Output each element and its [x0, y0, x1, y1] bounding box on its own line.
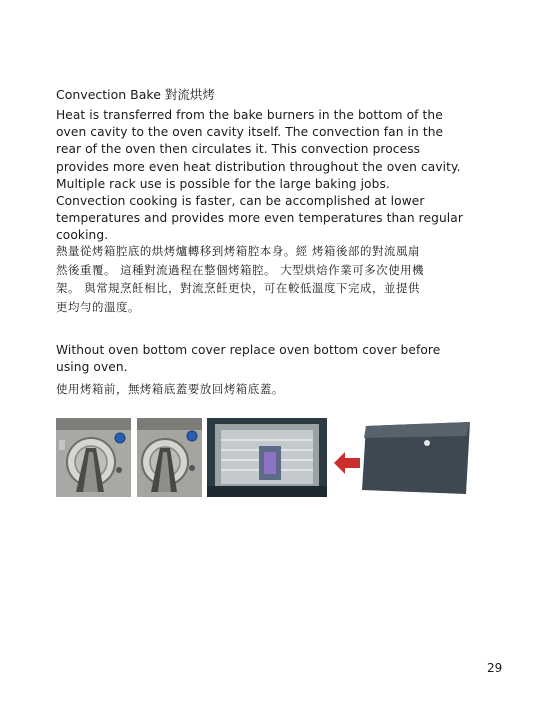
knob-indicator [115, 433, 125, 443]
text-line: Heat is transferred from the bake burners in the bottom of the [56, 108, 443, 122]
text-line: 架。 與常規烹飪相比，對流烹飪更快，可在較低溫度下完成，並提供 [56, 281, 420, 295]
text-line: Convection cooking is faster, can be accomplished at lower [56, 194, 425, 209]
text-line: oven cavity to the oven cavity itself. The convection fan in the [56, 125, 444, 140]
convection-description-zh [56, 242, 496, 316]
knob-indicator [187, 431, 197, 441]
text-line: Without oven bottom cover replace oven bottom cover before [56, 343, 441, 357]
page-number: 29 [487, 661, 503, 675]
text-line: 熱量從烤箱腔底的烘烤爐轉移到烤箱腔本身。經 烤箱後部的對流風扇 [56, 244, 420, 258]
arrow-icon [334, 451, 360, 479]
section-title: Convection Bake 對流烘烤 [56, 87, 215, 102]
text-line: temperatures and provides more even temperatures than regular [56, 211, 463, 226]
oven-knob-photo-2 [137, 418, 202, 497]
text-line: provides more even heat distribution throughout the oven cavity. [56, 159, 461, 174]
text-line: using oven. [56, 360, 128, 375]
text-line: rear of the oven then circulates it. This convection process [56, 142, 421, 157]
text-line: cooking. [56, 228, 109, 243]
text-line: 然後重覆。 這種對流過程在整個烤箱腔。 大型烘焙作業可多次使用機 [56, 262, 425, 277]
text-line: Multiple rack use is possible for the large baking jobs. [56, 176, 390, 191]
convection-description-en [56, 107, 496, 245]
bottom-cover-note-en [56, 342, 496, 376]
bottom-cover-note-zh [56, 380, 496, 399]
oven-bottom-cover-photo [362, 420, 472, 497]
oven-knob-photo-1 [56, 418, 131, 497]
text-line: 使用烤箱前，無烤箱底蓋要放回烤箱底蓋。 [56, 382, 284, 396]
oven-interior-photo [207, 418, 327, 497]
text-line: 更均勻的溫度。 [56, 299, 140, 314]
